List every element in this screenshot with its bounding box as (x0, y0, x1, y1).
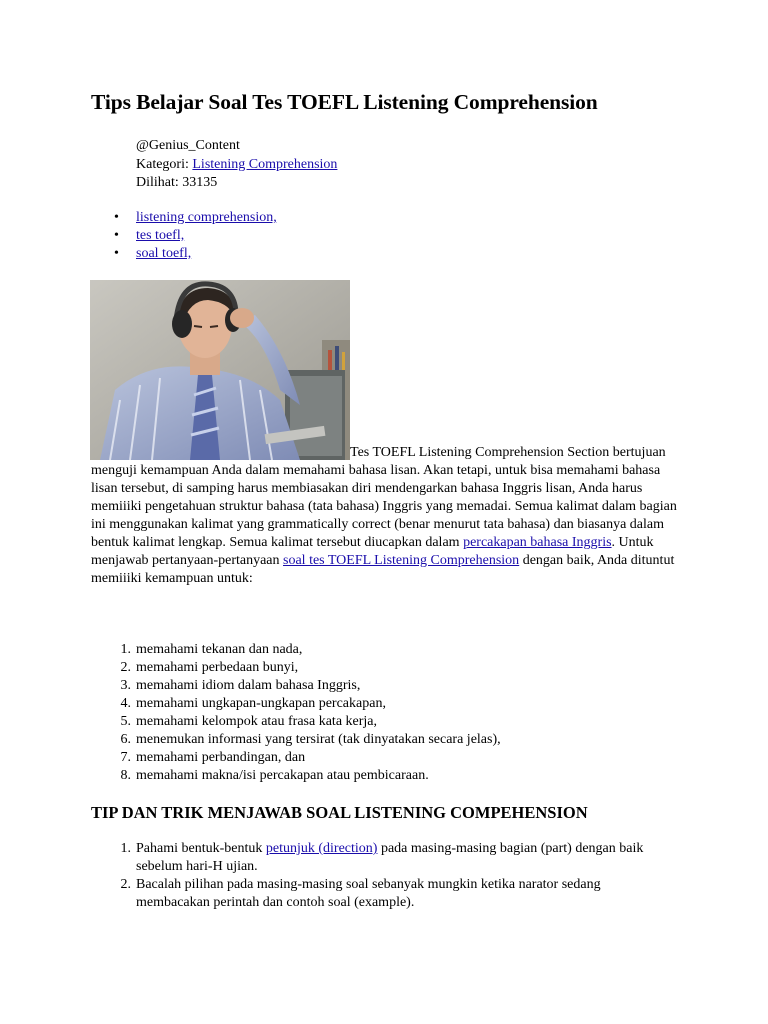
bullet-icon: • (114, 228, 119, 243)
list-item (120, 731, 501, 749)
list-item-text: memahami tekanan dan nada, (136, 642, 303, 657)
list-number: 1. (120, 841, 131, 856)
tag-link[interactable]: tes toefl, (136, 228, 185, 243)
bullet-icon: • (114, 246, 119, 261)
list-number: 4. (120, 696, 131, 711)
list-item (120, 659, 501, 677)
category-line (136, 156, 337, 175)
views-count: 33135 (182, 175, 218, 190)
tag-item (114, 209, 277, 227)
list-number: 1. (120, 642, 131, 657)
list-item (120, 749, 501, 767)
list-number: 7. (120, 750, 131, 765)
list-number: 5. (120, 714, 131, 729)
list-item-text: memahami idiom dalam bahasa Inggris, (136, 678, 361, 693)
skills-list (120, 641, 501, 785)
author: @Genius_Content (136, 138, 240, 153)
list-item (120, 713, 501, 731)
list-item-text: memahami ungkapan-ungkapan percakapan, (136, 696, 386, 711)
views-line (136, 174, 337, 193)
category-link[interactable]: Listening Comprehension (192, 156, 338, 172)
article-intro-paragraph (91, 444, 681, 588)
section-heading: TIP DAN TRIK MENJAWAB SOAL LISTENING COMPEHENSION (91, 803, 588, 822)
list-number: 3. (120, 678, 131, 693)
percakapan-link[interactable]: percakapan bahasa Inggris (463, 535, 612, 550)
list-item (120, 677, 501, 695)
list-item (120, 641, 501, 659)
paragraph-text: Tes TOEFL Listening Comprehension Section bertujuan menguji kemampuan Anda dalam memahami bahasa lisan. Akan tetapi, untuk bisa memahami bahasa lisan tersebut, di samping harus membiasakan diri mendengarkan bahasa Inggris lisan, Anda harus memiiiki pengetahuan struktur bahasa (tata bahasa) Inggris yang memadai. Semua kalimat dalam bagian ini menggunakan kalimat yang grammatically correct (benar menurut tata bahasa) dan biasanya dalam bentuk kalimat lengkap. Semua kalimat tersebut diucapkan dalam (91, 445, 677, 550)
article-title: Tips Belajar Soal Tes TOEFL Listening Comprehension (91, 90, 598, 114)
list-item-text: memahami perbedaan bunyi, (136, 660, 299, 675)
tag-list (114, 209, 277, 263)
tag-link[interactable]: soal toefl, (136, 246, 192, 261)
list-number: 8. (120, 768, 131, 783)
paragraph-text: dengan baik, Anda dituntut memiiiki kemampuan untuk: (91, 553, 675, 586)
petunjuk-link[interactable]: petunjuk (direction) (265, 841, 378, 856)
category-prefix: Kategori: (136, 156, 193, 172)
soal-tes-toefl-link[interactable]: soal tes TOEFL Listening Comprehension (283, 553, 520, 568)
list-item (120, 840, 666, 876)
list-item-text: memahami perbandingan, dan (136, 750, 306, 765)
man-with-headphones-photo (90, 280, 350, 460)
list-number: 6. (120, 732, 131, 747)
list-item-text: memahami kelompok atau frasa kata kerja, (136, 714, 378, 729)
list-item-text: Bacalah pilihan pada masing-masing soal sebanyak mungkin ketika narator sedang membacakan perintah dan contoh soal (example). (136, 877, 601, 910)
article-meta (136, 137, 337, 193)
list-item (120, 876, 666, 912)
tag-link[interactable]: listening comprehension, (136, 210, 277, 225)
list-item (120, 695, 501, 713)
list-item-text: memahami makna/isi percakapan atau pembicaraan. (136, 768, 429, 783)
paragraph-text: . Untuk menjawab pertanyaan-pertanyaan (91, 535, 654, 568)
list-number: 2. (120, 877, 131, 892)
views-prefix: Dilihat: (136, 175, 183, 190)
list-item-text: Pahami bentuk-bentuk (136, 841, 266, 856)
list-number: 2. (120, 660, 131, 675)
list-item-text: menemukan informasi yang tersirat (tak dinyatakan secara jelas), (136, 732, 501, 747)
tag-item (114, 227, 277, 245)
tag-item (114, 245, 277, 263)
bullet-icon: • (114, 210, 119, 225)
list-item (120, 767, 501, 785)
tips-list (120, 840, 666, 912)
list-item-text: pada masing-masing bagian (part) dengan baik sebelum hari-H ujian. (136, 841, 644, 874)
